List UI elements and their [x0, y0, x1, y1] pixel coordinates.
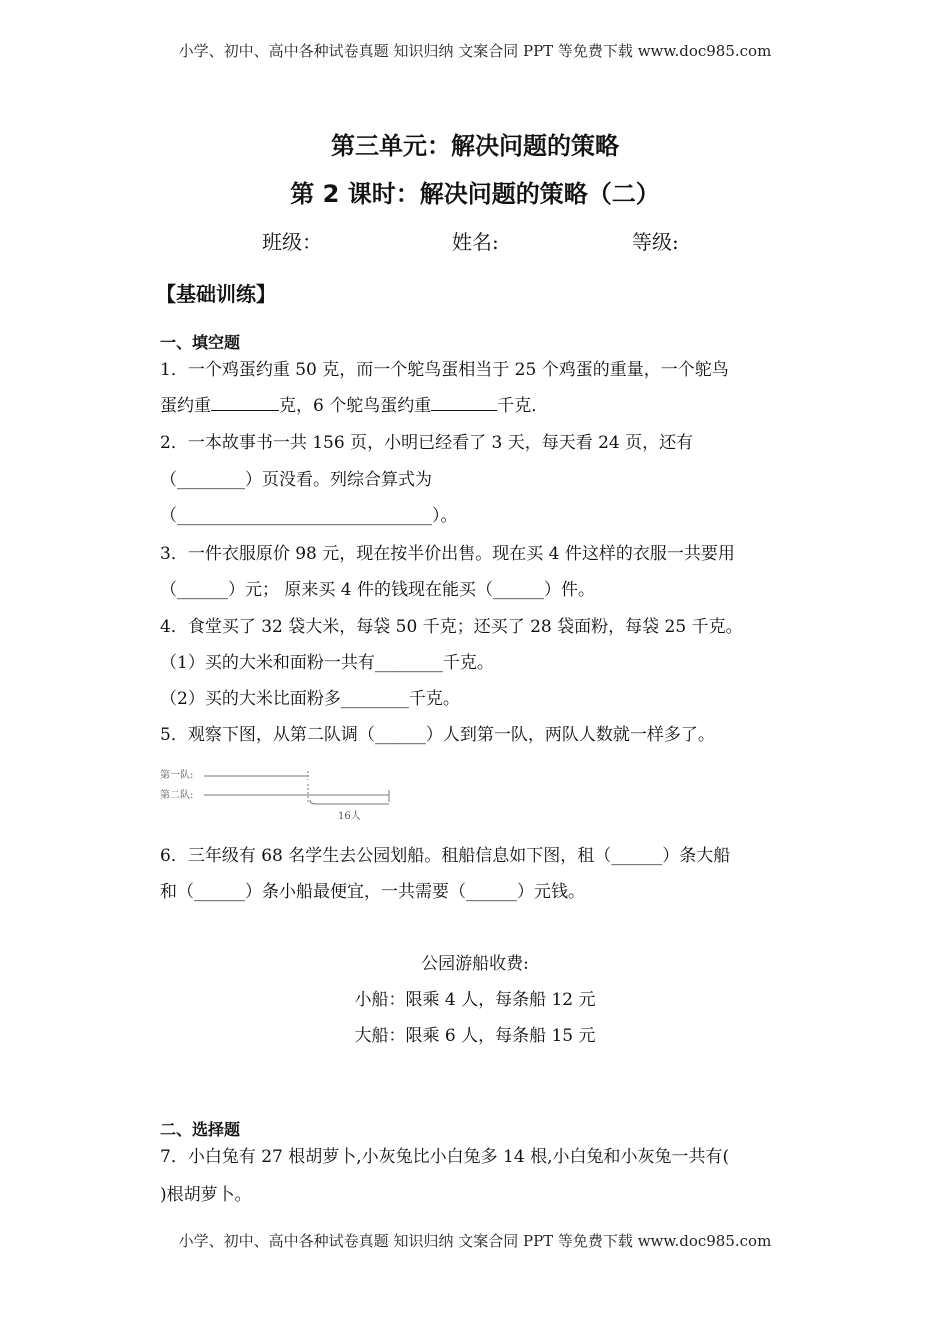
team-comparison-figure [160, 760, 400, 822]
q7-line-2: )根胡萝卜。 [160, 1185, 252, 1205]
q1-blank-1[interactable] [211, 394, 279, 411]
q1-line-2 [160, 391, 548, 416]
q2-line-1: 2．一本故事书一共 156 页，小明已经看了 3 天，每天看 24 页，还有 [160, 433, 694, 453]
difference-label: 16人 [338, 811, 361, 822]
team-bar-lines [160, 760, 400, 822]
q1-blank-2[interactable] [431, 394, 497, 411]
page-header: 小学、初中、高中各种试卷真题 知识归纳 文案合同 PPT 等免费下载 www.doc985.com [178, 42, 772, 60]
q2-line-2: （________）页没看。列综合算式为 [160, 470, 432, 490]
unit-title: 第三单元：解决问题的策略 [331, 132, 619, 160]
q4-line-1: 4．食堂买了 32 袋大米，每袋 50 千克；还买了 28 袋面粉，每袋 25 千克。 [160, 617, 743, 637]
name-label: 姓名: [452, 230, 499, 254]
boat-info-big: 大船：限乘 6 人，每条船 15 元 [354, 1026, 596, 1046]
class-label: 班级： [262, 230, 322, 254]
q1-text-1: 蛋约重 [160, 396, 211, 416]
q4-line-2: （1）买的大米和面粉一共有________千克。 [160, 653, 494, 673]
q6-line-2: 和（______）条小船最便宜，一共需要（______）元钱。 [160, 882, 585, 902]
section-choice: 二、选择题 [160, 1120, 241, 1139]
student-info-row [0, 226, 950, 256]
boat-info-title: 公园游船收费: [421, 954, 529, 974]
boat-info-small: 小船：限乘 4 人，每条船 12 元 [354, 990, 596, 1010]
q5-line-1: 5．观察下图，从第二队调（______）人到第一队，两队人数就一样多了。 [160, 725, 715, 745]
page-footer: 小学、初中、高中各种试卷真题 知识归纳 文案合同 PPT 等免费下载 www.doc985.com [178, 1232, 772, 1250]
lesson-title: 第 2 课时：解决问题的策略（二） [290, 180, 660, 208]
q3-line-2: （______）元； 原来买 4 件的钱现在能买（______）件。 [160, 580, 596, 600]
q1-text-3: 千克． [497, 396, 549, 416]
q4-line-3: （2）买的大米比面粉多________千克。 [160, 689, 460, 709]
q6-line-1: 6．三年级有 68 名学生去公园划船。租船信息如下图，租（______）条大船 [160, 846, 731, 866]
team2-label: 第二队: [160, 790, 194, 801]
team1-label: 第一队: [160, 770, 194, 781]
section-basic-training: 【基础训练】 [156, 282, 276, 306]
grade-label: 等级: [632, 230, 679, 254]
q7-line-1: 7．小白兔有 27 根胡萝卜,小灰兔比小白兔多 14 根,小白兔和小灰兔一共有( [160, 1147, 730, 1167]
q2-line-3: （______________________________）。 [160, 506, 458, 526]
q1-text-2: 克，6 个鸵鸟蛋约重 [279, 396, 432, 416]
q3-line-1: 3．一件衣服原价 98 元，现在按半价出售。现在买 4 件这样的衣服一共要用 [160, 544, 735, 564]
section-fill-blank: 一、填空题 [160, 333, 241, 352]
q1-line-1: 1．一个鸡蛋约重 50 克，而一个鸵鸟蛋相当于 25 个鸡蛋的重量，一个鸵鸟 [160, 360, 729, 380]
